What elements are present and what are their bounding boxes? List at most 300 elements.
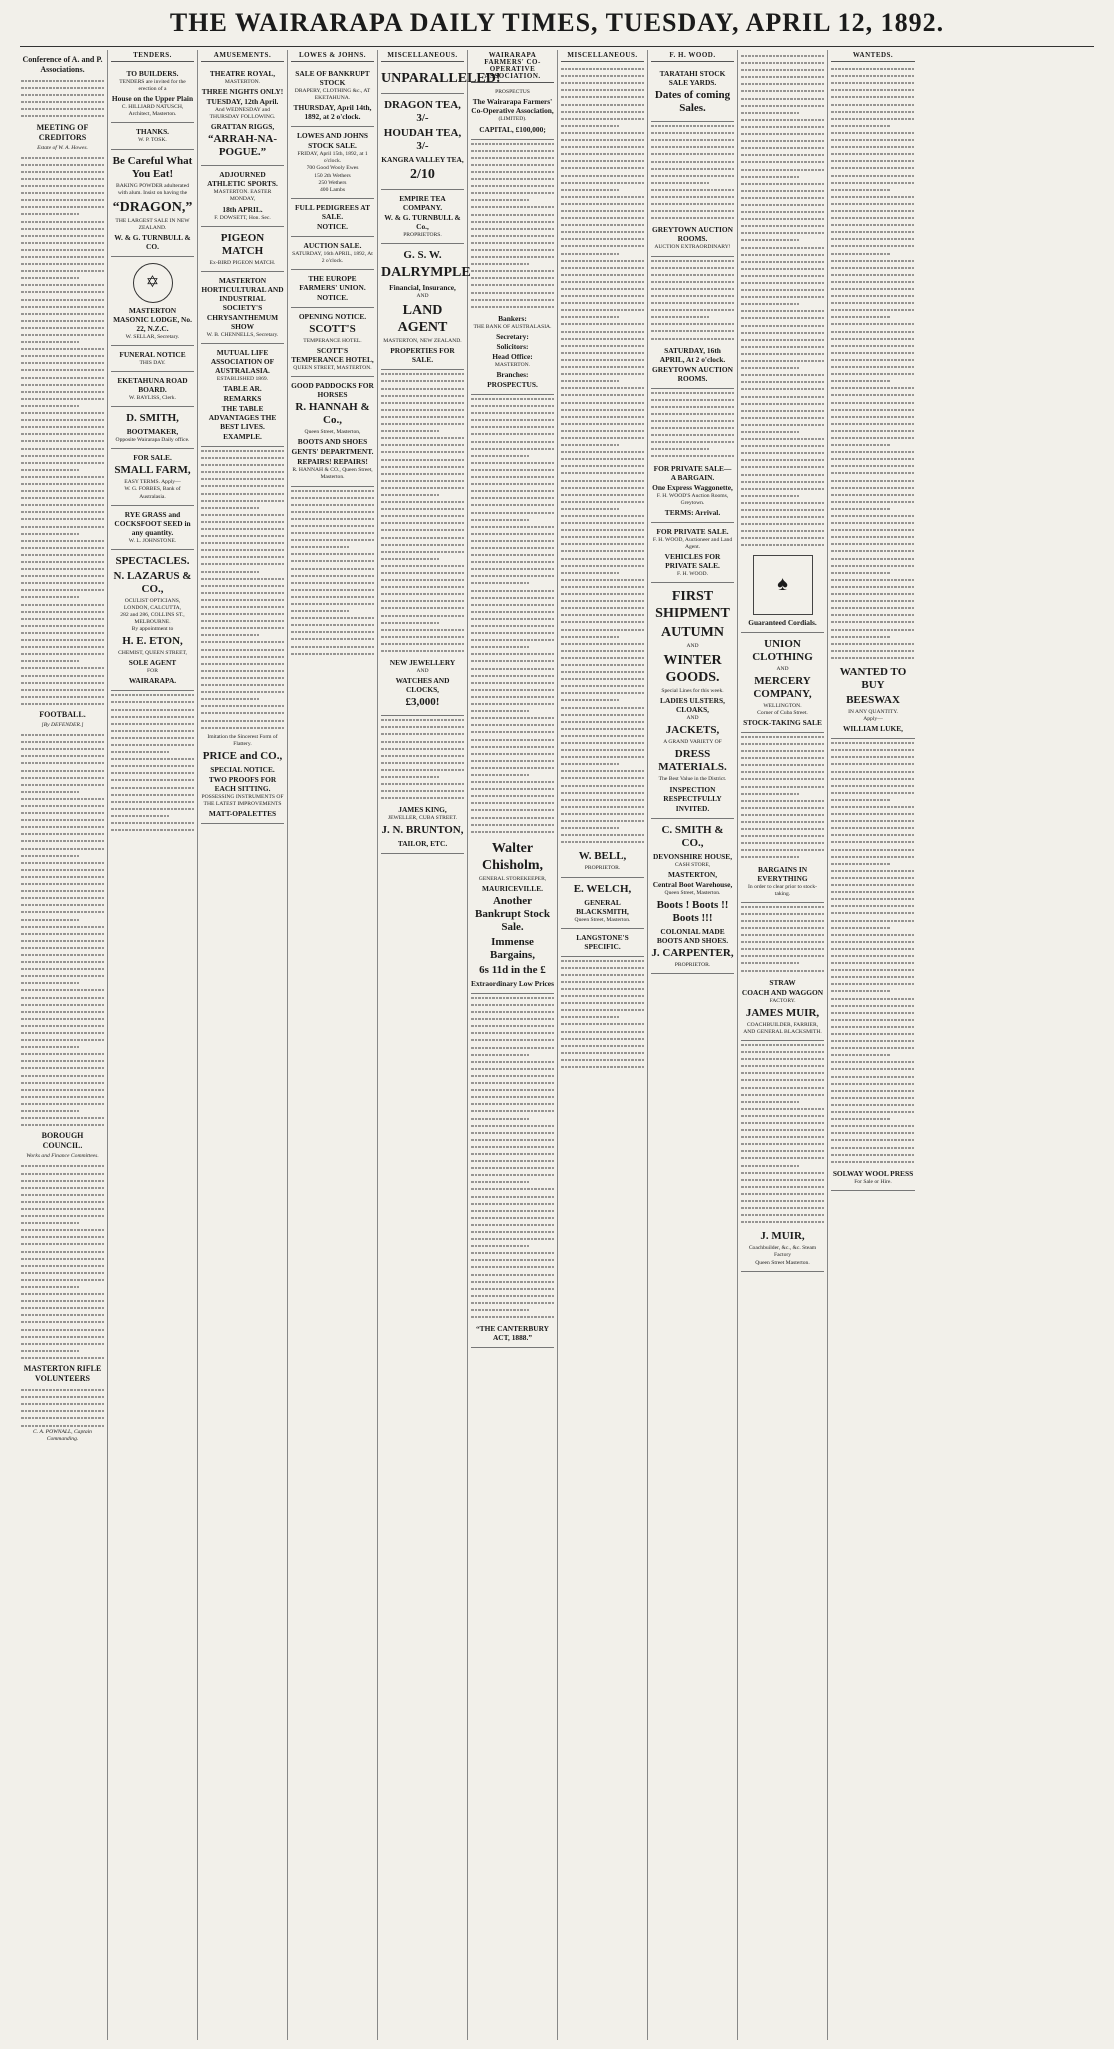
ad-heading: Boots ! Boots !! Boots !!! [656,898,729,924]
ad-heading: FOR SALE. [133,453,172,463]
text-line [741,1169,824,1176]
text-line [21,409,104,416]
text-line [201,539,284,546]
text-line [561,1035,644,1042]
text-line [21,979,104,986]
text-line [651,306,734,313]
text-line [561,484,644,491]
text-line [651,313,734,320]
ad-heading: LANGSTONE'S SPECIFIC. [576,932,629,951]
text-line [741,1133,824,1140]
advertisement [291,308,374,377]
text-line [471,551,554,558]
text-line [21,239,104,246]
text-line [561,179,644,186]
ad-heading: LAND AGENT [397,303,448,336]
text-line [831,186,915,193]
text-line [741,1105,824,1112]
text-line [21,1036,104,1043]
text-line [471,622,554,629]
text-line [21,544,104,551]
text-line [21,1326,104,1333]
text-line [21,930,104,937]
ad-heading: JAMES MUIR, [745,1006,820,1019]
column-7 [558,50,648,2040]
text-line [561,1056,644,1063]
text-line [831,810,915,817]
text-line [381,498,464,505]
text-line [21,1269,104,1276]
text-line [561,1020,644,1027]
text-line [831,108,915,115]
text-line [471,1157,554,1164]
text-line [471,395,554,402]
ad-heading: 18th APRIL. [222,204,263,214]
text-line [21,958,104,965]
text-line [471,572,554,579]
text-line [21,161,104,168]
ad-heading: GREYTOWN AUCTION ROOMS. [652,364,733,383]
text-line [741,194,824,201]
text-line [21,1162,104,1169]
text-line [741,492,824,499]
ad-heading: GOOD PADDOCKS FOR HORSES [291,381,374,400]
text-line [831,469,915,476]
article-body [741,733,824,861]
text-line [561,774,644,781]
text-line [651,214,734,221]
ad-heading: D. SMITH, [126,412,179,425]
ad-heading: Head Office: [492,351,533,361]
text-line [831,143,915,150]
text-line [561,746,644,753]
text-line [831,179,915,186]
text-line [381,406,464,413]
text-line [741,931,824,938]
newspaper-title: THE WAIRARAPA DAILY TIMES, TUESDAY, APRIL 12, 1892. [169,8,945,37]
text-line [741,846,824,853]
text-line [831,434,915,441]
text-line [21,494,104,501]
text-line [561,992,644,999]
text-line [21,1233,104,1240]
ad-heading: Be Careful What You Eat! [112,154,193,180]
text-line [21,317,104,324]
text-line [21,105,104,112]
article-body [831,65,915,661]
article-subhead: [By DEFENDER.] [41,721,84,728]
text-line [651,389,734,396]
text-line [111,727,194,734]
advertisement [111,550,194,692]
text-line [741,130,824,137]
text-line [561,349,644,356]
text-line [741,541,824,548]
text-line [561,79,644,86]
text-line [471,686,554,693]
text-line [561,441,644,448]
ad-heading: MUTUAL LIFE ASSOCIATION OF AUSTRALASIA. [210,347,275,375]
text-line [741,236,824,243]
ad-heading: LADIES ULSTERS, CLOAKS, [660,696,725,715]
text-line [471,402,554,409]
ad-text: EASY TERMS. Apply— [124,479,181,486]
ad-heading: INSPECTION RESPECTFULLY [663,784,722,803]
ad-heading: PROSPECTUS. [487,380,538,389]
text-line [471,806,554,813]
text-line [381,470,464,477]
text-line [111,706,194,713]
text-line [201,631,284,638]
text-line [741,1048,824,1055]
text-line [21,402,104,409]
text-line [651,179,734,186]
text-line [651,158,734,165]
text-line [291,635,374,642]
text-line [561,242,644,249]
text-line [741,286,824,293]
text-line [741,371,824,378]
text-line [471,423,554,430]
text-line [21,98,104,105]
text-line [651,150,734,157]
text-line [381,738,464,745]
text-line [21,253,104,260]
text-line [561,618,644,625]
text-line [21,430,104,437]
advertisement [831,1165,915,1191]
text-line [111,798,194,805]
text-line [831,987,915,994]
text-line [741,1154,824,1161]
article-body [381,716,464,801]
text-line [21,679,104,686]
advertisement [741,974,824,1041]
advertisement [111,65,194,123]
text-line [741,534,824,541]
text-line [831,824,915,831]
text-line [831,172,915,179]
text-line [381,526,464,533]
ad-heading: R. HANNAH & Co., [295,401,370,427]
text-line [741,1204,824,1211]
text-line [561,547,644,554]
text-line [21,523,104,530]
text-line [201,624,284,631]
text-line [741,761,824,768]
text-line [21,288,104,295]
text-line [831,1037,915,1044]
ad-heading: FIRST SHIPMENT [655,589,730,622]
ad-text: W. B. CHENNELLS, Secretary. [206,331,279,338]
text-line [381,794,464,801]
article-body [561,65,644,845]
ad-text: Coachbuilder, &c., &c. Steam Factory [748,1245,817,1259]
text-line [831,583,915,590]
text-line [741,180,824,187]
text-line [831,1023,915,1030]
text-line [741,435,824,442]
text-line [471,303,554,310]
text-line [471,1036,554,1043]
article-headline: FOOTBALL. [39,709,86,719]
text-line [201,617,284,624]
text-line [471,1150,554,1157]
text-line [561,172,644,179]
article-body [21,1162,104,1361]
column-heading: F. H. WOOD. [651,52,734,62]
text-line [561,838,644,845]
text-line [831,1058,915,1065]
text-line [561,753,644,760]
text-line [201,596,284,603]
text-line [831,484,915,491]
text-line [651,278,734,285]
text-line [471,657,554,664]
text-line [21,830,104,837]
text-line [561,108,644,115]
text-line [741,506,824,513]
text-line [21,466,104,473]
ad-text: By appointment to [131,626,174,633]
text-line [831,654,915,661]
ad-heading: OPENING NOTICE. [298,312,367,322]
text-line [831,526,915,533]
ad-heading: SCOTT'S TEMPERANCE HOTEL, [291,346,374,365]
text-line [21,1015,104,1022]
text-line [21,781,104,788]
text-line [21,745,104,752]
text-line [471,501,554,508]
ad-heading: MASTERTON HORTICULTURAL AND INDUSTRIAL SOCIETY'S [201,275,284,312]
text-line [21,203,104,210]
text-line [471,438,554,445]
text-line [21,1219,104,1226]
text-line [21,1262,104,1269]
text-line [471,175,554,182]
text-line [831,853,915,860]
text-line [201,497,284,504]
text-line [471,430,554,437]
advertisement [291,270,374,308]
text-line [291,557,374,564]
text-line [21,1086,104,1093]
ad-heading: GENTS' DEPARTMENT. [291,447,374,457]
text-line [561,72,644,79]
text-line [561,278,644,285]
text-line [21,473,104,480]
text-line [21,182,104,189]
text-line [111,769,194,776]
ad-text: F. H. WOOD, Auctioneer and Land Agent. [652,536,733,550]
text-line [651,193,734,200]
text-line [21,1297,104,1304]
text-line [561,675,644,682]
text-line [831,207,915,214]
text-line [741,336,824,343]
text-line [561,1063,644,1070]
ad-heading: GREYTOWN AUCTION ROOMS. [652,225,733,244]
text-line [21,487,104,494]
text-line [831,413,915,420]
text-line [21,530,104,537]
text-line [291,529,374,536]
ad-text: MASTERTON, NEW ZEALAND. [383,338,462,345]
text-line [741,747,824,754]
text-line [381,619,464,626]
text-line [111,713,194,720]
advertisement [471,86,554,139]
text-line [21,1114,104,1121]
text-line [741,357,824,364]
text-line [21,437,104,444]
text-line [471,487,554,494]
text-line [21,366,104,373]
text-line [381,745,464,752]
text-line [831,633,915,640]
ad-text: AUCTION EXTRAORDINARY! [654,244,731,251]
text-line [831,519,915,526]
text-line [471,1271,554,1278]
text-line [111,791,194,798]
text-line [741,1112,824,1119]
text-line [381,730,464,737]
text-line [651,143,734,150]
text-line [471,544,554,551]
advertisement [741,1225,824,1271]
ad-text: MASTERTON. EASTER MONDAY, [213,189,272,203]
text-line [21,1400,104,1407]
text-line [561,207,644,214]
ad-heading: MASTERTON MASONIC LODGE, No. 22, N.Z.C. [113,305,192,333]
text-line [831,1051,915,1058]
text-line [21,586,104,593]
ad-heading: RYE GRASS and COCKSFOOT SEED in any quantity. [114,509,191,537]
text-line [561,455,644,462]
text-line [561,978,644,985]
text-line [471,1015,554,1022]
ad-heading: THEATRE ROYAL, [209,69,276,79]
text-line [471,1022,554,1029]
text-line [561,150,644,157]
text-line [741,768,824,775]
text-line [381,766,464,773]
text-line [21,636,104,643]
text-line [21,866,104,873]
text-line [831,1094,915,1101]
text-line [291,515,374,522]
ad-heading: House on the Upper Plain [111,94,194,104]
text-line [21,1057,104,1064]
text-line [741,116,824,123]
text-line [471,232,554,239]
text-line [741,414,824,421]
text-line [21,672,104,679]
article-body [471,140,554,310]
text-line [741,265,824,272]
ad-heading: AUTUMN [661,625,724,641]
ad-heading: BOOTMAKER, [126,427,179,437]
text-line [21,1079,104,1086]
ad-heading: The Wairarapa Farmers' Co-Operative Association, [471,97,554,116]
text-line [651,335,734,342]
text-line [831,157,915,164]
text-line [741,158,824,165]
text-line [741,1062,824,1069]
text-line [741,251,824,258]
text-line [21,686,104,693]
text-line [21,579,104,586]
text-line [741,442,824,449]
text-line [561,65,644,72]
article-subhead: C. A. POWNALL, Captain Commanding. [33,1428,92,1442]
text-line [741,428,824,435]
text-line [651,320,734,327]
text-line [561,512,644,519]
ad-heading: £3,000! [405,696,440,709]
ad-text: POSSESSING INSTRUMENTS OF THE LATEST IMPROVEMENTS [201,793,284,807]
text-line [21,837,104,844]
text-line [741,52,824,59]
ad-heading: WILLIAM LUKE, [843,724,903,734]
text-line [561,711,644,718]
ad-heading: W. BELL, [578,850,627,863]
text-line [471,253,554,260]
text-line [471,473,554,480]
text-line [471,1228,554,1235]
advertisement [471,310,554,395]
masthead-rule [20,46,1094,47]
text-line [741,1218,824,1225]
text-line [831,973,915,980]
text-line [21,802,104,809]
text-line [651,136,734,143]
ad-text: F. DOWSETT, Hon. Sec. [214,214,271,221]
text-line [471,1072,554,1079]
text-line [741,102,824,109]
text-line [381,780,464,787]
ad-heading: THURSDAY, April 14th, 1892, at 2 o'clock. [293,103,372,122]
text-line [291,550,374,557]
text-line [741,187,824,194]
text-line [561,1006,644,1013]
ad-heading: NOTICE. [316,293,348,303]
text-line [831,775,915,782]
text-line [471,1221,554,1228]
text-line [471,785,554,792]
ad-heading: One Express Waggonette, [652,482,733,492]
column-heading: TENDERS. [111,52,194,62]
text-line [471,1256,554,1263]
text-line [471,1115,554,1122]
ad-text: PROPRIETORS. [403,232,442,239]
text-line [831,384,915,391]
text-line [741,144,824,151]
text-line [21,196,104,203]
text-line [831,817,915,824]
advertisement [471,1320,554,1348]
ad-heading: HOUDAH TEA, 3/- [383,127,462,153]
text-line [471,778,554,785]
text-line [831,498,915,505]
text-line [291,650,374,657]
text-line [291,621,374,628]
advertisement [651,460,734,523]
advertisement [291,199,374,237]
text-line [831,136,915,143]
ad-heading: SOLE AGENT [128,658,177,668]
text-line [21,1043,104,1050]
